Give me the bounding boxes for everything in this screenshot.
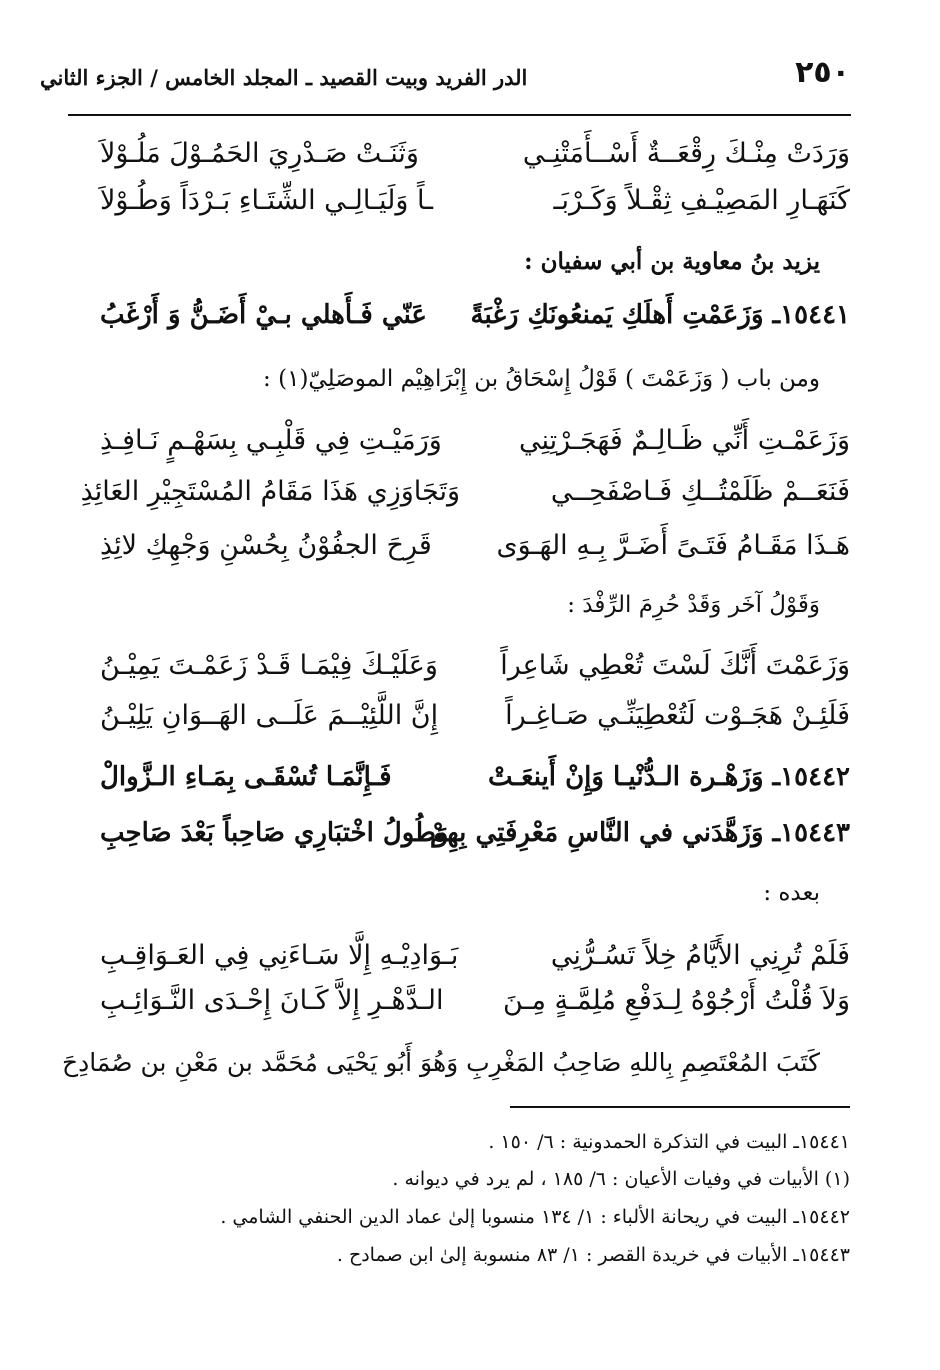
verse-second-hemistich: ـاً وَلَيَـالِـي الشِّتَـاءِ بَـرْدَاً وَطُـوْلاَ <box>100 185 434 216</box>
verse-line <box>100 185 850 235</box>
prose-line: وَقَوْلُ آخَر وَقَدْ حُرِمَ الرِّفْدَ : <box>567 592 820 618</box>
verse-second-hemistich: وَثَنَـتْ صَـدْرِيَ الحَمُـوْلَ مَلُـوْلاَ <box>100 138 419 169</box>
page-header <box>40 55 850 95</box>
footnote: ١٥٤٤١ـ البيت في التذكرة الحمدونية : ٦/ ١٥٠ . <box>488 1131 850 1153</box>
verse-second-hemistich: فَـإِنَّمَـا تُسْقَـى بِمَـاءِ الـزَّوالْ <box>100 762 392 792</box>
verse-second-hemistich: وَتَجَاوَزِي هَذَا مَقَامُ المُسْتَجِيْرِ العَائِذِ <box>80 476 460 507</box>
verse-first-hemistich: فَلَمْ تُرِنِي الأَيَّامُ خِلاً تَسُـرُّنِي <box>550 940 850 971</box>
verse-second-hemistich: الـدَّهْـرِ إِلاَّ كَـانَ إِحْـدَى النَّـوَائِـبِ <box>100 985 444 1016</box>
verse-first-hemistich: ١٥٤٤٢ـ وَزَهْـرة الـدُّنْيـا وَإِنْ أَينعَـتْ <box>488 762 850 792</box>
verse-second-hemistich: عَنّي فَـأَهلي بـيْ أَضَـنُّ وَ أَرْغَبُ <box>100 300 427 330</box>
page-number: ٢٥٠ <box>795 55 850 90</box>
verse-first-hemistich: كَنَهَـارِ المَصِيْـفِ ثِقْـلاً وَكَـرْبَـ <box>553 185 850 216</box>
verse-second-hemistich: وَطُولُ اخْتبَارِي صَاحِباً بَعْدَ صَاحِبِ <box>100 818 449 848</box>
verse-first-hemistich: وَلاَ قُلْتُ أَرْجُوْهُ لِـدَفْعِ مُلِمَّـةٍ مِـنَ <box>503 985 850 1016</box>
verse-line <box>80 476 850 526</box>
verse-line <box>100 530 850 580</box>
verse-line <box>100 940 850 990</box>
verse-first-hemistich: وَزَعَمْـتِ أَنِّي ظَـالِـمٌ فَهَجَـرْتِنِي <box>519 425 850 456</box>
footnote: ١٥٤٤٣ـ الأبيات في خريدة القصر : ١/ ٨٣ منسوبة إلىٰ ابن صمادح . <box>336 1244 850 1266</box>
numbered-verse <box>100 300 850 350</box>
verse-line <box>100 425 850 475</box>
footnote: ١٥٤٤٢ـ البيت في ريحانة الألباء : ١/ ١٣٤ منسوبا إلىٰ عماد الدين الحنفي الشامي . <box>220 1206 850 1228</box>
numbered-verse <box>100 762 850 812</box>
header-rule <box>68 114 851 116</box>
verse-first-hemistich: ١٥٤٤١ـ وَزَعَمْتِ أَهلَكِ يَمنعُونَكِ رَغْبَةً <box>470 300 850 330</box>
numbered-verse <box>100 818 850 868</box>
verse-second-hemistich: بَـوَادِيْـهِ إِلَّا سَـاءَنِي فِي العَـوَاقِـبِ <box>100 940 459 971</box>
verse-second-hemistich: وَرَمَيْـتِ فِي قَلْبِـي بِسَهْـمٍ نَـافِـذِ <box>100 425 442 456</box>
verse-first-hemistich: هَـذَا مَقَـامُ فَتَـىً أَضَـرَّ بِـهِ الهَـوَى <box>496 530 850 561</box>
verse-first-hemistich: وَرَدَتْ مِنْـكَ رِقْعَــةٌ أَسْــأَمَتْنِـي <box>522 138 850 169</box>
prose-line: كَتَبَ المُعْتَصِمِ بِاللهِ صَاحِبُ المَغْرِبِ وَهُوَ أَبُو يَحْيَى مُحَمَّد بن مَعْنِ بن صُمَادِحَ <box>61 1048 820 1077</box>
verse-first-hemistich: فَنَعَــمْ ظَلَمْتُــكِ فَـاصْفَحِــي <box>550 476 850 507</box>
verse-line <box>100 138 850 188</box>
poet-heading: يزيد بنُ معاوية بن أبي سفيان : <box>524 248 820 275</box>
footnote-rule <box>510 1106 850 1108</box>
verse-line <box>100 985 850 1035</box>
verse-second-hemistich: إِنَّ اللَّئِيْــمَ عَلَــى الهَــوَانِ يَلِيْـنُ <box>100 700 439 731</box>
verse-second-hemistich: قَرِحَ الجفُوْنُ بِحُسْنِ وَجْهِكِ لائِذِ <box>100 530 432 561</box>
verse-line <box>100 650 850 700</box>
prose-line: بعده : <box>763 880 820 906</box>
verse-second-hemistich: وَعَلَيْـكَ فِيْمَـا قَـدْ زَعَمْـتَ يَمِيْـنُ <box>100 650 438 681</box>
verse-first-hemistich: وَزَعَمْتَ أَنَّكَ لَسْتَ تُعْطِي شَاعِراً <box>500 650 850 681</box>
verse-first-hemistich: ١٥٤٤٣ـ وَزَهَّدَني في النَّاسِ مَعْرِفَتِي بِهِمْ <box>429 818 850 848</box>
footnote: (١) الأبيات في وفيات الأعيان : ٦/ ١٨٥ ، لم يرد في ديوانه . <box>392 1168 850 1190</box>
running-title: الدر الفريد وبيت القصيد ـ المجلد الخامس / الجزء الثاني <box>40 65 528 90</box>
verse-line <box>100 700 850 750</box>
prose-line: ومن باب ( وَزَعَمْتَ ) قَوْلُ إِسْحَاقُ بن إِبْرَاهِيْم الموصَلِيّ(١) : <box>263 366 820 392</box>
verse-first-hemistich: فَلَئِـنْ هَجَـوْت لَتُعْطِيَنِّـي صَـاغِـراً <box>505 700 850 731</box>
